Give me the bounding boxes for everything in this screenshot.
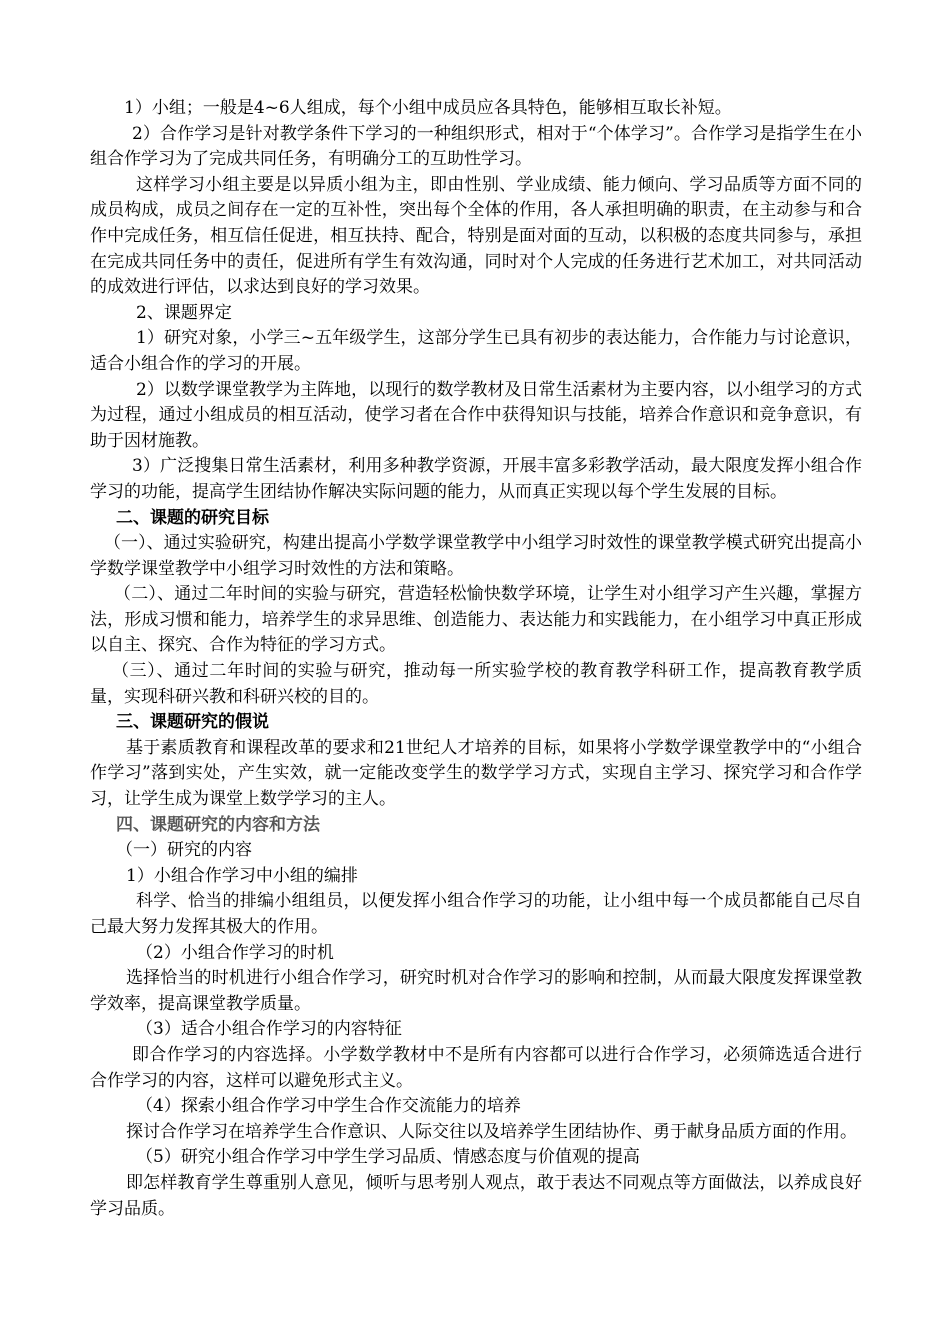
subheading-research-content: （一）研究的内容 <box>116 840 252 861</box>
subheading-timing: （2）小组合作学习的时机 <box>136 942 334 963</box>
paragraph-goal-three: （三）、通过二年时间的实验与研究，推动每一所实验学校的教育教学科研工作，提高教育教学质量，实现科研兴教和科研兴校的目的。 <box>90 661 862 707</box>
paragraph-research-subjects: 1）研究对象，小学三~五年级学生，这部分学生已具有初步的表达能力，合作能力与讨论意识，适合小组合作的学习的开展。 <box>90 328 862 374</box>
paragraph-group-arrangement: 科学、恰当的排编小组组员，以便发挥小组合作学习的功能，让小组中每一个成员都能自己尽自己最大努力发挥其极大的作用。 <box>90 891 862 937</box>
subheading-topic-definition: 2、课题界定 <box>136 302 232 323</box>
paragraph-classroom-focus: 2）以数学课堂教学为主阵地，以现行的数学教材及日常生活素材为主要内容，以小组学习的方式为过程，通过小组成员的相互活动，使学习者在合作中获得知识与技能，培养合作意识和竞争意识，有助于因材施教。 <box>90 379 862 451</box>
paragraph-learning-quality: 即怎样教育学生尊重别人意见，倾听与思考别人观点，敢于表达不同观点等方面做法，以养成良好学习品质。 <box>90 1172 862 1219</box>
paragraph-communication-ability: 探讨合作学习在培养学生合作意识、人际交往以及培养学生团结协作、勇于献身品质方面的作用。 <box>126 1121 857 1142</box>
paragraph-heterogeneous-groups: 这样学习小组主要是以异质小组为主，即由性别、学业成绩、能力倾向、学习品质等方面不同的成员构成，成员之间存在一定的互补性，突出每个全体的作用，各人承担明确的职责，在主动参与和合作中完成任务，相互信任促进，相互扶持、配合，特别是面对面的互动，以积极的态度共同参与，承担在完成共同任务中的责任，促进所有学生有效沟通，同时对个人完成的任务进行艺术加工，对共同活动的成效进行评估，以求达到良好的学习效果。 <box>90 174 862 298</box>
heading-research-goals: 二、课题的研究目标 <box>116 507 269 528</box>
paragraph-timing: 选择恰当的时机进行小组合作学习，研究时机对合作学习的影响和控制，从而最大限度发挥课堂教学效率，提高课堂教学质量。 <box>90 968 862 1014</box>
subheading-learning-quality: （5）研究小组合作学习中学生学习品质、情感态度与价值观的提高 <box>136 1147 640 1168</box>
paragraph-group-size: 1）小组；一般是4~6人组成，每个小组中成员应各具特色，能够相互取长补短。 <box>124 98 732 118</box>
heading-research-hypothesis: 三、课题研究的假说 <box>116 712 269 733</box>
subheading-communication-ability: （4）探索小组合作学习中学生合作交流能力的培养 <box>136 1096 521 1117</box>
paragraph-goal-two: （二）、通过二年时间的实验与研究，营造轻松愉快数学环境，让学生对小组学习产生兴趣，掌握方法，形成习惯和能力，培养学生的求异思维、创造能力、表达能力和实践能力，在小组学习中真正形成以自主、探究、合作为特征的学习方式。 <box>90 584 862 656</box>
document-page <box>90 96 862 1222</box>
paragraph-life-materials: 3）广泛搜集日常生活素材，利用多种教学资源，开展丰富多彩教学活动，最大限度发挥小组合作学习的功能，提高学生团结协作解决实际问题的能力，从而真正实现以每个学生发展的目标。 <box>90 456 862 502</box>
paragraph-content-features: 即合作学习的内容选择。小学数学教材中不是所有内容都可以进行合作学习，必须筛选适合进行合作学习的内容，这样可以避免形式主义。 <box>90 1044 862 1091</box>
subheading-content-features: （3）适合小组合作学习的内容特征 <box>136 1019 402 1040</box>
paragraph-goal-one: （一）、通过实验研究，构建出提高小学数学课堂教学中小组学习时效性的课堂教学模式研究出提高小学数学课堂教学中小组学习时效性的方法和策略。 <box>90 533 862 579</box>
subheading-group-arrangement: 1）小组合作学习中小组的编排 <box>126 865 358 886</box>
heading-content-and-methods: 四、课题研究的内容和方法 <box>116 814 320 835</box>
paragraph-cooperative-learning-definition: 2）合作学习是针对教学条件下学习的一种组织形式，相对于“个体学习”。合作学习是指学生在小组合作学习为了完成共同任务，有明确分工的互助性学习。 <box>90 123 862 170</box>
paragraph-hypothesis: 基于素质教育和课程改革的要求和21世纪人才培养的目标，如果将小学数学课堂教学中的“小组合作学习”落到实处，产生实效，就一定能改变学生的数学学习方式，实现自主学习、探究学习和合作学习，让学生成为课堂上数学学习的主人。 <box>90 737 862 810</box>
